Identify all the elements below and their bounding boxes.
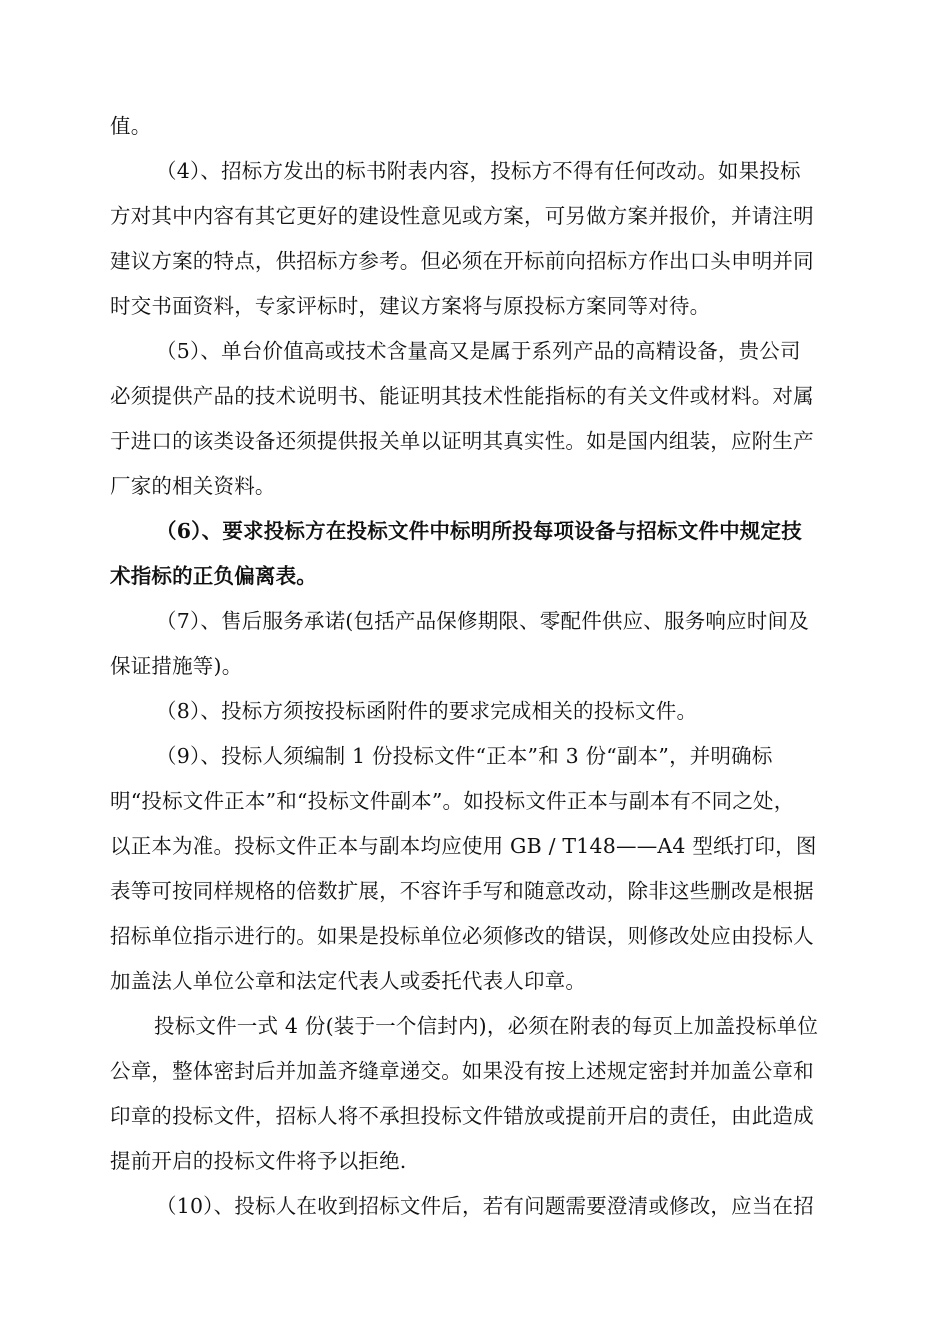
paragraph-6-line: 术指标的正负偏离表。 [110,564,317,588]
paragraph-copies-line: 印章的投标文件，招标人将不承担投标文件错放或提前开启的责任，由此造成 [110,1104,814,1128]
paragraph-5-line: 于进口的该类设备还须提供报关单以证明其真实性。如是国内组装，应附生产 [110,429,814,453]
text-line: 值。 [110,114,152,138]
paragraph-9-line: 以正本为准。投标文件正本与副本均应使用 GB / T148——A4 型纸打印，图 [110,834,817,858]
paragraph-copies-line: 公章，整体密封后并加盖齐缝章递交。如果没有按上述规定密封并加盖公章和 [110,1059,814,1083]
paragraph-copies-line: 投标文件一式 4 份(装于一个信封内)，必须在附表的每页上加盖投标单位 [154,1014,819,1038]
paragraph-5-line: （5）、单台价值高或技术含量高又是属于系列产品的高精设备，贵公司 [156,339,801,363]
paragraph-7-line: （7）、售后服务承诺(包括产品保修期限、零配件供应、服务响应时间及 [156,609,809,633]
paragraph-4-line: 建议方案的特点，供招标方参考。但必须在开标前向招标方作出口头申明并同 [110,249,814,273]
paragraph-6-line: （6）、要求投标方在投标文件中标明所投每项设备与招标文件中规定技 [156,519,802,543]
paragraph-4-line: 方对其中内容有其它更好的建设性意见或方案，可另做方案并报价，并请注明 [110,204,814,228]
paragraph-4-line: 时交书面资料，专家评标时，建议方案将与原投标方案同等对待。 [110,294,711,318]
paragraph-9-line: 招标单位指示进行的。如果是投标单位必须修改的错误，则修改处应由投标人 [110,924,814,948]
paragraph-5-line: 厂家的相关资料。 [110,474,276,498]
document-page [110,104,870,1229]
paragraph-7-line: 保证措施等)。 [110,654,243,678]
paragraph-copies-line: 提前开启的投标文件将予以拒绝. [110,1149,407,1173]
paragraph-9-line: 表等可按同样规格的倍数扩展，不容许手写和随意改动，除非这些删改是根据 [110,879,814,903]
paragraph-4-line: （4）、招标方发出的标书附表内容，投标方不得有任何改动。如果投标 [156,159,801,183]
paragraph-8-line: （8）、投标方须按投标函附件的要求完成相关的投标文件。 [156,699,698,723]
paragraph-10-line: （10）、投标人在收到招标文件后，若有问题需要澄清或修改，应当在招 [156,1194,814,1218]
paragraph-9-line: 明“投标文件正本”和“投标文件副本”。如投标文件正本与副本有不同之处， [110,789,795,813]
paragraph-5-line: 必须提供产品的技术说明书、能证明其技术性能指标的有关文件或材料。对属 [110,384,814,408]
paragraph-9-line: （9）、投标人须编制 1 份投标文件“正本”和 3 份“副本”，并明确标 [156,744,773,768]
paragraph-9-line: 加盖法人单位公章和法定代表人或委托代表人印章。 [110,969,587,993]
